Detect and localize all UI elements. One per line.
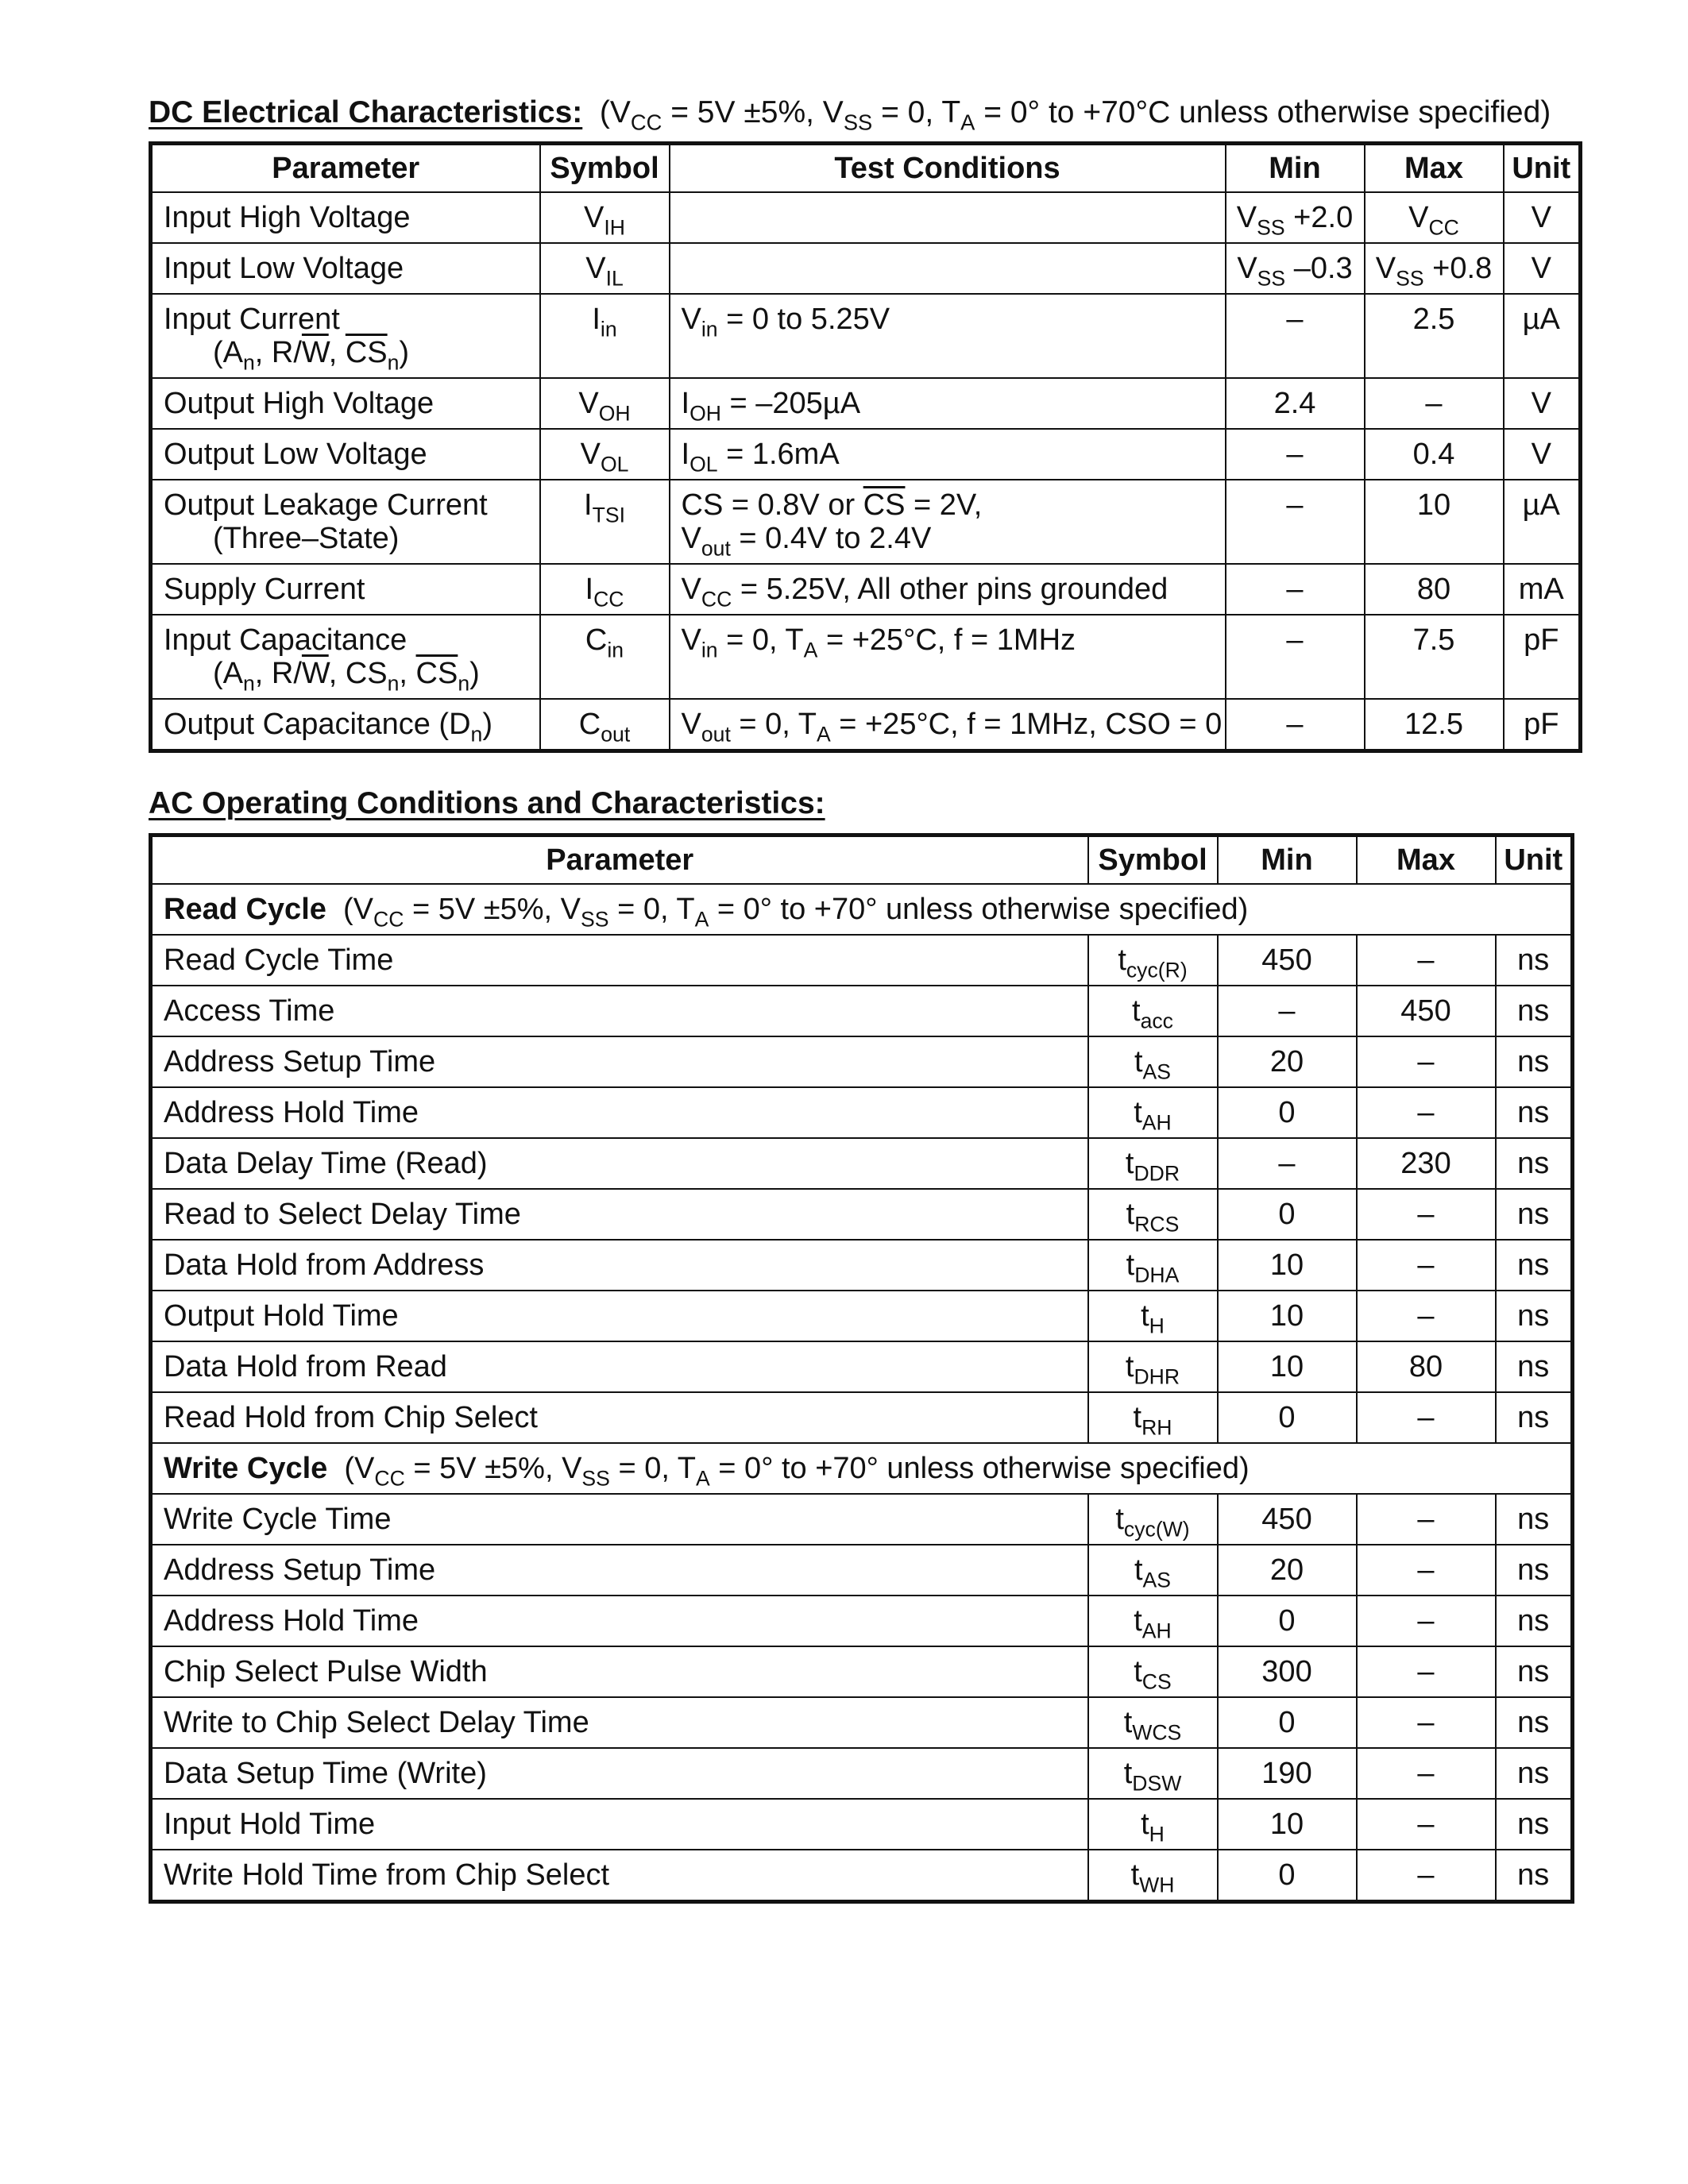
read-cycle-rows	[151, 935, 1573, 1443]
table-row	[151, 1240, 1573, 1291]
unit-cell: pF	[1504, 699, 1581, 751]
col-header-min: Min	[1226, 144, 1365, 193]
unit-cell: ns	[1496, 935, 1573, 986]
max-cell: –	[1357, 1392, 1496, 1443]
symbol-cell: $t_H$	[1088, 1799, 1218, 1850]
table-row	[151, 192, 1581, 243]
dc-heading-conditions: ($V_{CC} = 5V \pm 5\%$, $V_{SS} = 0$, $T_A = 0^\circ$ to +70°C unless otherwise specified)	[599, 95, 1551, 135]
max-cell: –	[1357, 1240, 1496, 1291]
symbol-cell: $I_{TSI}$	[540, 480, 670, 564]
min-cell: 0	[1218, 1392, 1357, 1443]
symbol-cell: $C_{in}$	[540, 615, 670, 699]
unit-cell: µA	[1504, 480, 1581, 564]
unit-cell: ns	[1496, 1748, 1573, 1799]
table-row	[151, 429, 1581, 480]
param-cell: Data Setup Time (Write)	[151, 1748, 1088, 1799]
unit-cell: ns	[1496, 1036, 1573, 1087]
unit-cell: ns	[1496, 1138, 1573, 1189]
col-header-test-conditions: Test Conditions	[670, 144, 1226, 193]
ac-heading-title: AC Operating Conditions and Characteristics:	[149, 786, 825, 820]
symbol-cell: $I_{CC}$	[540, 564, 670, 615]
min-cell: –	[1218, 1138, 1357, 1189]
unit-cell: mA	[1504, 564, 1581, 615]
param-cell: Write to Chip Select Delay Time	[151, 1697, 1088, 1748]
col-header-parameter: Parameter	[151, 144, 540, 193]
table-row	[151, 1291, 1573, 1341]
min-cell: 10	[1218, 1291, 1357, 1341]
max-cell: –	[1357, 1596, 1496, 1646]
min-cell: –	[1226, 615, 1365, 699]
unit-cell: ns	[1496, 1697, 1573, 1748]
unit-cell: ns	[1496, 1240, 1573, 1291]
ac-characteristics-table	[149, 833, 1574, 1904]
table-row	[151, 1748, 1573, 1799]
unit-cell: ns	[1496, 1291, 1573, 1341]
unit-cell: V	[1504, 378, 1581, 429]
table-row	[151, 1850, 1573, 1902]
max-cell: 80	[1365, 564, 1504, 615]
unit-cell: V	[1504, 243, 1581, 294]
col-header-min: Min	[1218, 835, 1357, 885]
param-cell: Input Capacitance ($A_n$, $R/\overline{W}$, $CS_n$, $\overline{CS}_n$)	[151, 615, 540, 699]
table-header-row	[151, 835, 1573, 885]
param-cell: Write Cycle Time	[151, 1494, 1088, 1545]
min-cell: 10	[1218, 1341, 1357, 1392]
min-cell: –	[1226, 564, 1365, 615]
write-cycle-section: Write Cycle ($V_{CC} = 5V \pm 5\%$, $V_{SS} = 0$, $T_A = 0^\circ$ to +70° unless otherwise specified)	[151, 1443, 1573, 1494]
table-row	[151, 294, 1581, 378]
col-header-parameter: Parameter	[151, 835, 1088, 885]
unit-cell: ns	[1496, 1850, 1573, 1902]
max-cell: –	[1357, 1697, 1496, 1748]
max-cell: –	[1357, 1545, 1496, 1596]
max-cell: 80	[1357, 1341, 1496, 1392]
max-cell: 2.5	[1365, 294, 1504, 378]
min-cell: –	[1226, 699, 1365, 751]
conditions-cell: $V_{in} = 0$, $T_A = +25^\circ C$, f = 1MHz	[670, 615, 1226, 699]
min-cell: –	[1226, 480, 1365, 564]
max-cell: –	[1357, 1799, 1496, 1850]
conditions-cell	[670, 243, 1226, 294]
max-cell: –	[1357, 1291, 1496, 1341]
symbol-cell: $V_{OH}$	[540, 378, 670, 429]
symbol-cell: $t_{WCS}$	[1088, 1697, 1218, 1748]
param-cell: Read Hold from Chip Select	[151, 1392, 1088, 1443]
param-cell: Input Low Voltage	[151, 243, 540, 294]
write-cycle-rows	[151, 1494, 1573, 1902]
table-row	[151, 1697, 1573, 1748]
col-header-symbol: Symbol	[1088, 835, 1218, 885]
conditions-cell: $I_{OL} = 1.6mA$	[670, 429, 1226, 480]
table-row	[151, 1341, 1573, 1392]
symbol-cell: $t_{DHR}$	[1088, 1341, 1218, 1392]
table-row	[151, 243, 1581, 294]
param-cell: Address Hold Time	[151, 1087, 1088, 1138]
unit-cell: µA	[1504, 294, 1581, 378]
max-cell: 12.5	[1365, 699, 1504, 751]
min-cell: 20	[1218, 1545, 1357, 1596]
symbol-cell: $t_{RH}$	[1088, 1392, 1218, 1443]
unit-cell: ns	[1496, 1596, 1573, 1646]
min-cell: $V_{SS}$ –0.3	[1226, 243, 1365, 294]
max-cell: –	[1357, 1494, 1496, 1545]
param-cell: Write Hold Time from Chip Select	[151, 1850, 1088, 1902]
min-cell: 0	[1218, 1596, 1357, 1646]
min-cell: –	[1226, 294, 1365, 378]
symbol-cell: $t_{DSW}$	[1088, 1748, 1218, 1799]
min-cell: 450	[1218, 935, 1357, 986]
unit-cell: ns	[1496, 1545, 1573, 1596]
symbol-cell: $I_{in}$	[540, 294, 670, 378]
min-cell: 0	[1218, 1087, 1357, 1138]
param-cell: Supply Current	[151, 564, 540, 615]
max-cell: –	[1357, 1087, 1496, 1138]
max-cell: 230	[1357, 1138, 1496, 1189]
table-row	[151, 699, 1581, 751]
conditions-cell: CS = 0.8V or $\overline{CS} = 2V$, $V_{out} = 0.4V$ to 2.4V	[670, 480, 1226, 564]
param-cell: Address Setup Time	[151, 1036, 1088, 1087]
min-cell: 10	[1218, 1240, 1357, 1291]
max-cell: –	[1357, 1748, 1496, 1799]
table-row	[151, 1494, 1573, 1545]
table-row	[151, 615, 1581, 699]
min-cell: $V_{SS} +2.0$	[1226, 192, 1365, 243]
max-cell: 10	[1365, 480, 1504, 564]
table-row	[151, 564, 1581, 615]
param-cell: Input Current ($A_n$, $R/\overline{W}$, $\overline{CS}_n$)	[151, 294, 540, 378]
min-cell: 2.4	[1226, 378, 1365, 429]
table-row	[151, 480, 1581, 564]
col-header-symbol: Symbol	[540, 144, 670, 193]
table-row	[151, 378, 1581, 429]
min-cell: 0	[1218, 1189, 1357, 1240]
dc-characteristics-table	[149, 141, 1582, 753]
symbol-cell: $t_{AH}$	[1088, 1087, 1218, 1138]
min-cell: 190	[1218, 1748, 1357, 1799]
conditions-cell: $V_{CC} = 5.25V$, All other pins grounded	[670, 564, 1226, 615]
param-cell: Address Hold Time	[151, 1596, 1088, 1646]
symbol-cell: $t_{AS}$	[1088, 1545, 1218, 1596]
param-cell: Chip Select Pulse Width	[151, 1646, 1088, 1697]
table-row	[151, 1392, 1573, 1443]
unit-cell: ns	[1496, 1189, 1573, 1240]
max-cell: 450	[1357, 986, 1496, 1036]
unit-cell: ns	[1496, 1494, 1573, 1545]
read-cycle-title: Read Cycle	[164, 893, 326, 926]
table-row	[151, 1799, 1573, 1850]
min-cell: 450	[1218, 1494, 1357, 1545]
min-cell: 0	[1218, 1697, 1357, 1748]
max-cell: –	[1357, 1189, 1496, 1240]
table-row	[151, 1646, 1573, 1697]
max-cell: –	[1357, 935, 1496, 986]
col-header-max: Max	[1365, 144, 1504, 193]
col-header-unit: Unit	[1504, 144, 1581, 193]
unit-cell: ns	[1496, 1341, 1573, 1392]
param-cell: Data Hold from Address	[151, 1240, 1088, 1291]
conditions-cell: $V_{out} = 0$, $T_A = +25^\circ C$, f = 1MHz, CSO = 0	[670, 699, 1226, 751]
table-row	[151, 1138, 1573, 1189]
param-cell: Input Hold Time	[151, 1799, 1088, 1850]
symbol-cell: $t_{acc}$	[1088, 986, 1218, 1036]
symbol-cell: $t_{cyc(R)}$	[1088, 935, 1218, 986]
symbol-cell: $t_{AS}$	[1088, 1036, 1218, 1087]
table-row	[151, 1036, 1573, 1087]
conditions-cell	[670, 192, 1226, 243]
min-cell: 300	[1218, 1646, 1357, 1697]
table-row	[151, 935, 1573, 986]
table-row	[151, 1545, 1573, 1596]
max-cell: 0.4	[1365, 429, 1504, 480]
param-cell: Output Low Voltage	[151, 429, 540, 480]
symbol-cell: $C_{out}$	[540, 699, 670, 751]
param-cell: Output High Voltage	[151, 378, 540, 429]
max-cell: –	[1357, 1850, 1496, 1902]
min-cell: 0	[1218, 1850, 1357, 1902]
read-cycle-section-row	[151, 884, 1573, 935]
min-cell: 20	[1218, 1036, 1357, 1087]
symbol-cell: $V_{IH}$	[540, 192, 670, 243]
min-cell: –	[1226, 429, 1365, 480]
param-cell: Input High Voltage	[151, 192, 540, 243]
dc-heading-title: DC Electrical Characteristics:	[149, 95, 583, 129]
read-cycle-section: Read Cycle ($V_{CC} = 5V \pm 5\%$, $V_{SS} = 0$, $T_A = 0^\circ$ to +70° unless otherwise specified)	[151, 884, 1573, 935]
symbol-cell: $V_{OL}$	[540, 429, 670, 480]
param-cell: Output Leakage Current (Three–State)	[151, 480, 540, 564]
max-cell: –	[1365, 378, 1504, 429]
symbol-cell: $t_{WH}$	[1088, 1850, 1218, 1902]
unit-cell: ns	[1496, 986, 1573, 1036]
max-cell: –	[1357, 1646, 1496, 1697]
param-cell: Access Time	[151, 986, 1088, 1036]
max-cell: $V_{CC}$	[1365, 192, 1504, 243]
min-cell: –	[1218, 986, 1357, 1036]
param-cell: Data Hold from Read	[151, 1341, 1088, 1392]
write-cycle-title: Write Cycle	[164, 1452, 328, 1485]
param-cell: Data Delay Time (Read)	[151, 1138, 1088, 1189]
col-header-max: Max	[1357, 835, 1496, 885]
table-row	[151, 1596, 1573, 1646]
ac-heading	[149, 788, 825, 819]
table-row	[151, 1087, 1573, 1138]
conditions-cell: $V_{in} = 0$ to 5.25V	[670, 294, 1226, 378]
unit-cell: ns	[1496, 1087, 1573, 1138]
symbol-cell: $t_{CS}$	[1088, 1646, 1218, 1697]
conditions-cell: $I_{OH} = -205\mu A$	[670, 378, 1226, 429]
symbol-cell: $t_H$	[1088, 1291, 1218, 1341]
max-cell: $V_{SS} +0.8$	[1365, 243, 1504, 294]
unit-cell: ns	[1496, 1799, 1573, 1850]
symbol-cell: $t_{RCS}$	[1088, 1189, 1218, 1240]
param-cell: Output Capacitance $(D_n)$	[151, 699, 540, 751]
unit-cell: V	[1504, 192, 1581, 243]
param-cell: Output Hold Time	[151, 1291, 1088, 1341]
param-cell: Read to Select Delay Time	[151, 1189, 1088, 1240]
param-cell: Address Setup Time	[151, 1545, 1088, 1596]
min-cell: 10	[1218, 1799, 1357, 1850]
write-cycle-section-row	[151, 1443, 1573, 1494]
table-header-row	[151, 144, 1581, 193]
symbol-cell: $V_{IL}$	[540, 243, 670, 294]
symbol-cell: $t_{DHA}$	[1088, 1240, 1218, 1291]
unit-cell: ns	[1496, 1646, 1573, 1697]
unit-cell: ns	[1496, 1392, 1573, 1443]
symbol-cell: $t_{DDR}$	[1088, 1138, 1218, 1189]
max-cell: 7.5	[1365, 615, 1504, 699]
col-header-unit: Unit	[1496, 835, 1573, 885]
max-cell: –	[1357, 1036, 1496, 1087]
unit-cell: V	[1504, 429, 1581, 480]
symbol-cell: $t_{AH}$	[1088, 1596, 1218, 1646]
unit-cell: pF	[1504, 615, 1581, 699]
symbol-cell: $t_{cyc(W)}$	[1088, 1494, 1218, 1545]
param-cell: Read Cycle Time	[151, 935, 1088, 986]
dc-heading	[149, 95, 1551, 135]
table-row	[151, 1189, 1573, 1240]
table-row	[151, 986, 1573, 1036]
